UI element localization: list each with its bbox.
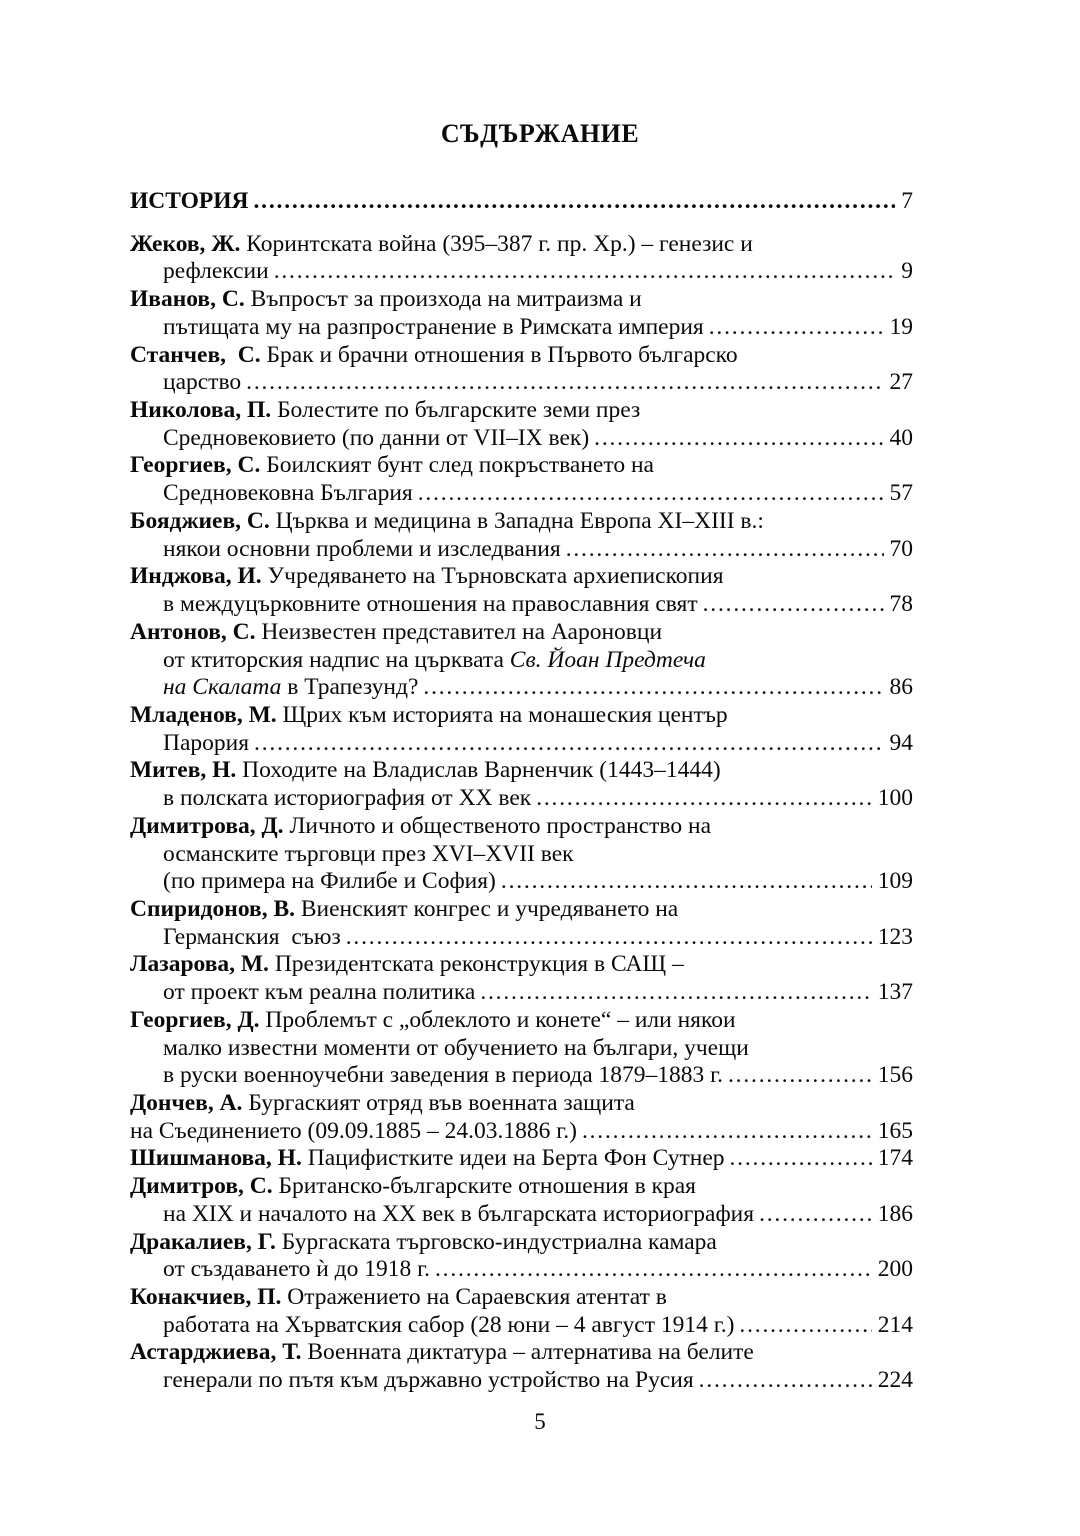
entry-author: Жеков, Ж. xyxy=(130,230,247,257)
dot-leader xyxy=(728,1062,872,1090)
toc-line xyxy=(130,951,913,979)
toc-line xyxy=(130,785,913,813)
entry-title-text: Лазарова, М. Президентската реконструкция в САЩ – xyxy=(130,951,684,978)
entry-page-number: 57 xyxy=(889,480,913,507)
toc-line xyxy=(130,591,913,619)
dot-leader xyxy=(709,314,884,342)
dot-leader xyxy=(346,924,872,952)
entry-author: Георгиев, Д. xyxy=(130,1006,266,1033)
dot-leader xyxy=(254,188,896,216)
entry-author: Спиридонов, В. xyxy=(130,895,301,922)
toc-entry xyxy=(130,1145,913,1173)
toc-line xyxy=(130,1284,913,1312)
entry-title-text: Германския съюз xyxy=(163,923,341,950)
entry-title-text: Митев, Н. Походите на Владислав Варненчик (1443–1444) xyxy=(130,757,721,784)
toc-entries xyxy=(130,231,913,1395)
dot-leader xyxy=(435,1256,872,1284)
entry-page-number: 214 xyxy=(877,1311,913,1338)
entry-title-text: Георгиев, Д. Проблемът с „облеклото и конете“ – или някои xyxy=(130,1006,736,1033)
dot-leader xyxy=(759,1201,872,1229)
toc-line xyxy=(130,480,913,508)
entry-page-number: 27 xyxy=(889,369,913,396)
entry-title-text: Георгиев, С. Боилският бунт след покръстването на xyxy=(130,452,654,479)
toc-entry xyxy=(130,231,913,286)
entry-author: Антонов, С. xyxy=(130,618,262,645)
entry-author: Митев, Н. xyxy=(130,757,243,784)
toc-line xyxy=(130,452,913,480)
toc-entry xyxy=(130,757,913,812)
entry-title-text: Дракалиев, Г. Бургаската търговско-индустриална камара xyxy=(130,1228,717,1255)
entry-page-number: 70 xyxy=(889,535,913,562)
entry-title-text: в полската историография от XX век xyxy=(163,785,532,812)
entry-title-text: Жеков, Ж. Коринтската война (395–387 г. пр. Хр.) – генезис и xyxy=(130,230,753,257)
entry-page-number: 174 xyxy=(877,1145,913,1172)
toc-entry xyxy=(130,1090,913,1145)
entry-title-text: Парория xyxy=(163,729,250,756)
entry-author: Георгиев, С. xyxy=(130,452,267,479)
toc-line xyxy=(130,1312,913,1340)
entry-title-text: в междуцърковните отношения на православния свят xyxy=(163,591,698,618)
entry-title-text: Конакчиев, П. Отражението на Сараевския атентат в xyxy=(130,1284,667,1311)
toc-entry xyxy=(130,813,913,896)
toc-line xyxy=(130,730,913,758)
toc-entry xyxy=(130,619,913,702)
toc-line xyxy=(130,258,913,286)
entry-title-text: Бояджиев, С. Църква и медицина в Западна Европа XI–XIII в.: xyxy=(130,507,764,534)
section-heading-row xyxy=(130,188,913,216)
entry-author: Дончев, А. xyxy=(130,1090,249,1116)
entry-author: Димитрова, Д. xyxy=(130,812,290,839)
toc-line xyxy=(130,342,913,370)
entry-page-number: 165 xyxy=(877,1117,913,1144)
entry-page-number: 19 xyxy=(889,313,913,340)
entry-title-text: Станчев, С. Брак и брачни отношения в Първото българско xyxy=(130,341,738,368)
toc-line xyxy=(130,1173,913,1201)
toc-line xyxy=(130,286,913,314)
toc-line xyxy=(130,1339,913,1367)
entry-title-text: Инджова, И. Учредяването на Търновската архиепископия xyxy=(130,563,724,590)
toc-entry xyxy=(130,397,913,452)
toc-line xyxy=(130,397,913,425)
entry-title-text: (по примера на Филибе и София) xyxy=(163,868,496,895)
toc-line xyxy=(130,231,913,259)
entry-author: Иванов, С. xyxy=(130,286,251,313)
dot-leader xyxy=(699,1367,872,1395)
entry-title-text: Дончев, А. Бургаският отряд във военната защита xyxy=(130,1090,635,1116)
dot-leader xyxy=(274,258,896,286)
dot-leader xyxy=(254,730,883,758)
entry-title-text: Димитрова, Д. Личното и общественото пространство на xyxy=(130,812,712,839)
toc-line xyxy=(130,536,913,564)
toc-line xyxy=(130,1090,913,1118)
page-number-footer: 5 xyxy=(534,1408,546,1434)
entry-page-number: 100 xyxy=(877,785,913,812)
entry-title-text: от ктиторския надпис на църквата Св. Йоан Предтеча xyxy=(163,646,706,673)
entry-page-number: 156 xyxy=(877,1062,913,1089)
entry-author: Шишманова, Н. xyxy=(130,1145,308,1172)
toc-line xyxy=(130,1062,913,1090)
toc-entry xyxy=(130,1007,913,1090)
toc-entry xyxy=(130,1284,913,1339)
toc-line xyxy=(130,1118,913,1146)
toc-line xyxy=(130,369,913,397)
entry-title-text: царство xyxy=(163,369,242,396)
entry-title-text: на XIX и началото на XX век в българската историография xyxy=(163,1200,755,1227)
entry-title-text: Средновековието (по данни от VII–IX век) xyxy=(163,424,590,451)
entry-author: Бояджиев, С. xyxy=(130,507,276,534)
entry-title-text: някои основни проблеми и изследвания xyxy=(163,535,561,562)
section-page-number: 7 xyxy=(901,188,913,214)
entry-page-number: 86 xyxy=(889,674,913,701)
toc-line xyxy=(130,508,913,536)
entry-author: Лазарова, М. xyxy=(130,951,275,978)
toc-entry xyxy=(130,1229,913,1284)
entry-page-number: 40 xyxy=(889,424,913,451)
toc-entry xyxy=(130,702,913,757)
dot-leader xyxy=(582,1118,872,1146)
toc-entry xyxy=(130,1173,913,1228)
dot-leader xyxy=(739,1312,871,1340)
entry-title-text: Антонов, С. Неизвестен представител на Аароновци xyxy=(130,618,663,645)
entry-title-text: работата на Хърватския сабор (28 юни – 4 август 1914 г.) xyxy=(163,1311,735,1338)
section-heading-label: ИСТОРИЯ xyxy=(130,188,249,214)
toc-line xyxy=(130,896,913,924)
dot-leader xyxy=(536,785,872,813)
entry-page-number: 78 xyxy=(889,591,913,618)
entry-title-text: пътищата му на разпространение в Римската империя xyxy=(163,313,704,340)
entry-title-text: османските търговци през XVI–XVII век xyxy=(163,840,574,867)
entry-title-text: на Съединението (09.09.1885 – 24.03.1886 г.) xyxy=(130,1117,577,1144)
entry-author: Конакчиев, П. xyxy=(130,1284,288,1311)
entry-author: Астарджиева, Т. xyxy=(130,1339,308,1366)
dot-leader xyxy=(730,1145,872,1173)
entry-page-number: 200 xyxy=(877,1256,913,1283)
dot-leader xyxy=(423,674,883,702)
entry-title-text: Спиридонов, В. Виенският конгрес и учредяването на xyxy=(130,895,679,922)
entry-author: Младенов, М. xyxy=(130,701,283,728)
dot-leader xyxy=(246,369,883,397)
toc-entry xyxy=(130,1339,913,1394)
toc-entry xyxy=(130,286,913,341)
toc-line xyxy=(130,1145,913,1173)
toc-line xyxy=(130,841,913,869)
entry-title-text: Шишманова, Н. Пацифистките идеи на Берта Фон Сутнер xyxy=(130,1145,725,1172)
toc-line xyxy=(130,563,913,591)
entry-page-number: 109 xyxy=(877,868,913,895)
entry-author: Станчев, С. xyxy=(130,341,267,368)
entry-title-text: в руски военноучебни заведения в периода 1879–1883 г. xyxy=(163,1062,723,1089)
entry-author: Инджова, И. xyxy=(130,563,268,590)
entry-author: Николова, П. xyxy=(130,397,278,424)
dot-leader xyxy=(594,425,883,453)
dot-leader xyxy=(418,480,884,508)
entry-title-text: Димитров, С. Британско-българските отношения в края xyxy=(130,1173,696,1200)
toc-line xyxy=(130,647,913,675)
entry-title-text: Средновековна България xyxy=(163,480,413,507)
toc-line xyxy=(130,924,913,952)
toc-line xyxy=(130,314,913,342)
entry-title-text: на Скалата в Трапезунд? xyxy=(163,674,419,701)
toc-entry xyxy=(130,896,913,951)
dot-leader xyxy=(501,868,872,896)
toc-line xyxy=(130,702,913,730)
toc-line xyxy=(130,674,913,702)
entry-page-number: 9 xyxy=(901,258,913,285)
toc-line xyxy=(130,425,913,453)
entry-title-text: Младенов, М. Щрих към историята на монашеския център xyxy=(130,701,728,728)
toc-line xyxy=(130,813,913,841)
dot-leader xyxy=(703,591,884,619)
toc-line xyxy=(130,757,913,785)
entry-page-number: 123 xyxy=(877,923,913,950)
entry-page-number: 186 xyxy=(877,1200,913,1227)
toc-entry xyxy=(130,452,913,507)
toc-line xyxy=(130,1035,913,1063)
entry-page-number: 224 xyxy=(877,1367,913,1394)
toc-entry xyxy=(130,342,913,397)
entry-title-text: от създаването ѝ до 1918 г. xyxy=(163,1256,430,1283)
toc-line xyxy=(130,868,913,896)
toc-line xyxy=(130,1007,913,1035)
toc-entry xyxy=(130,508,913,563)
toc xyxy=(0,188,1080,1395)
dot-leader xyxy=(480,979,871,1007)
entry-title-text: Астарджиева, Т. Военната диктатура – алтернатива на белите xyxy=(130,1339,754,1366)
toc-line xyxy=(130,1201,913,1229)
entry-author: Димитров, С. xyxy=(130,1173,279,1200)
entry-title-text: генерали по пътя към държавно устройство на Русия xyxy=(163,1367,694,1394)
entry-page-number: 137 xyxy=(877,979,913,1006)
entry-title-text: рефлексии xyxy=(163,258,269,285)
entry-title-text: от проект към реална политика xyxy=(163,979,476,1006)
toc-line xyxy=(130,619,913,647)
toc-entry xyxy=(130,563,913,618)
toc-line xyxy=(130,979,913,1007)
entry-page-number: 94 xyxy=(889,729,913,756)
toc-line xyxy=(130,1256,913,1284)
entry-author: Дракалиев, Г. xyxy=(130,1228,282,1255)
toc-line xyxy=(130,1367,913,1395)
toc-entry xyxy=(130,951,913,1006)
dot-leader xyxy=(566,536,884,564)
entry-title-text: Николова, П. Болестите по българските земи през xyxy=(130,397,641,424)
page-title: СЪДЪРЖАНИЕ xyxy=(440,119,640,148)
entry-title-text: Иванов, С. Въпросът за произхода на митраизма и xyxy=(130,286,642,313)
toc-line xyxy=(130,1229,913,1257)
entry-title-text: малко известни моменти от обучението на българи, учещи xyxy=(163,1034,749,1061)
